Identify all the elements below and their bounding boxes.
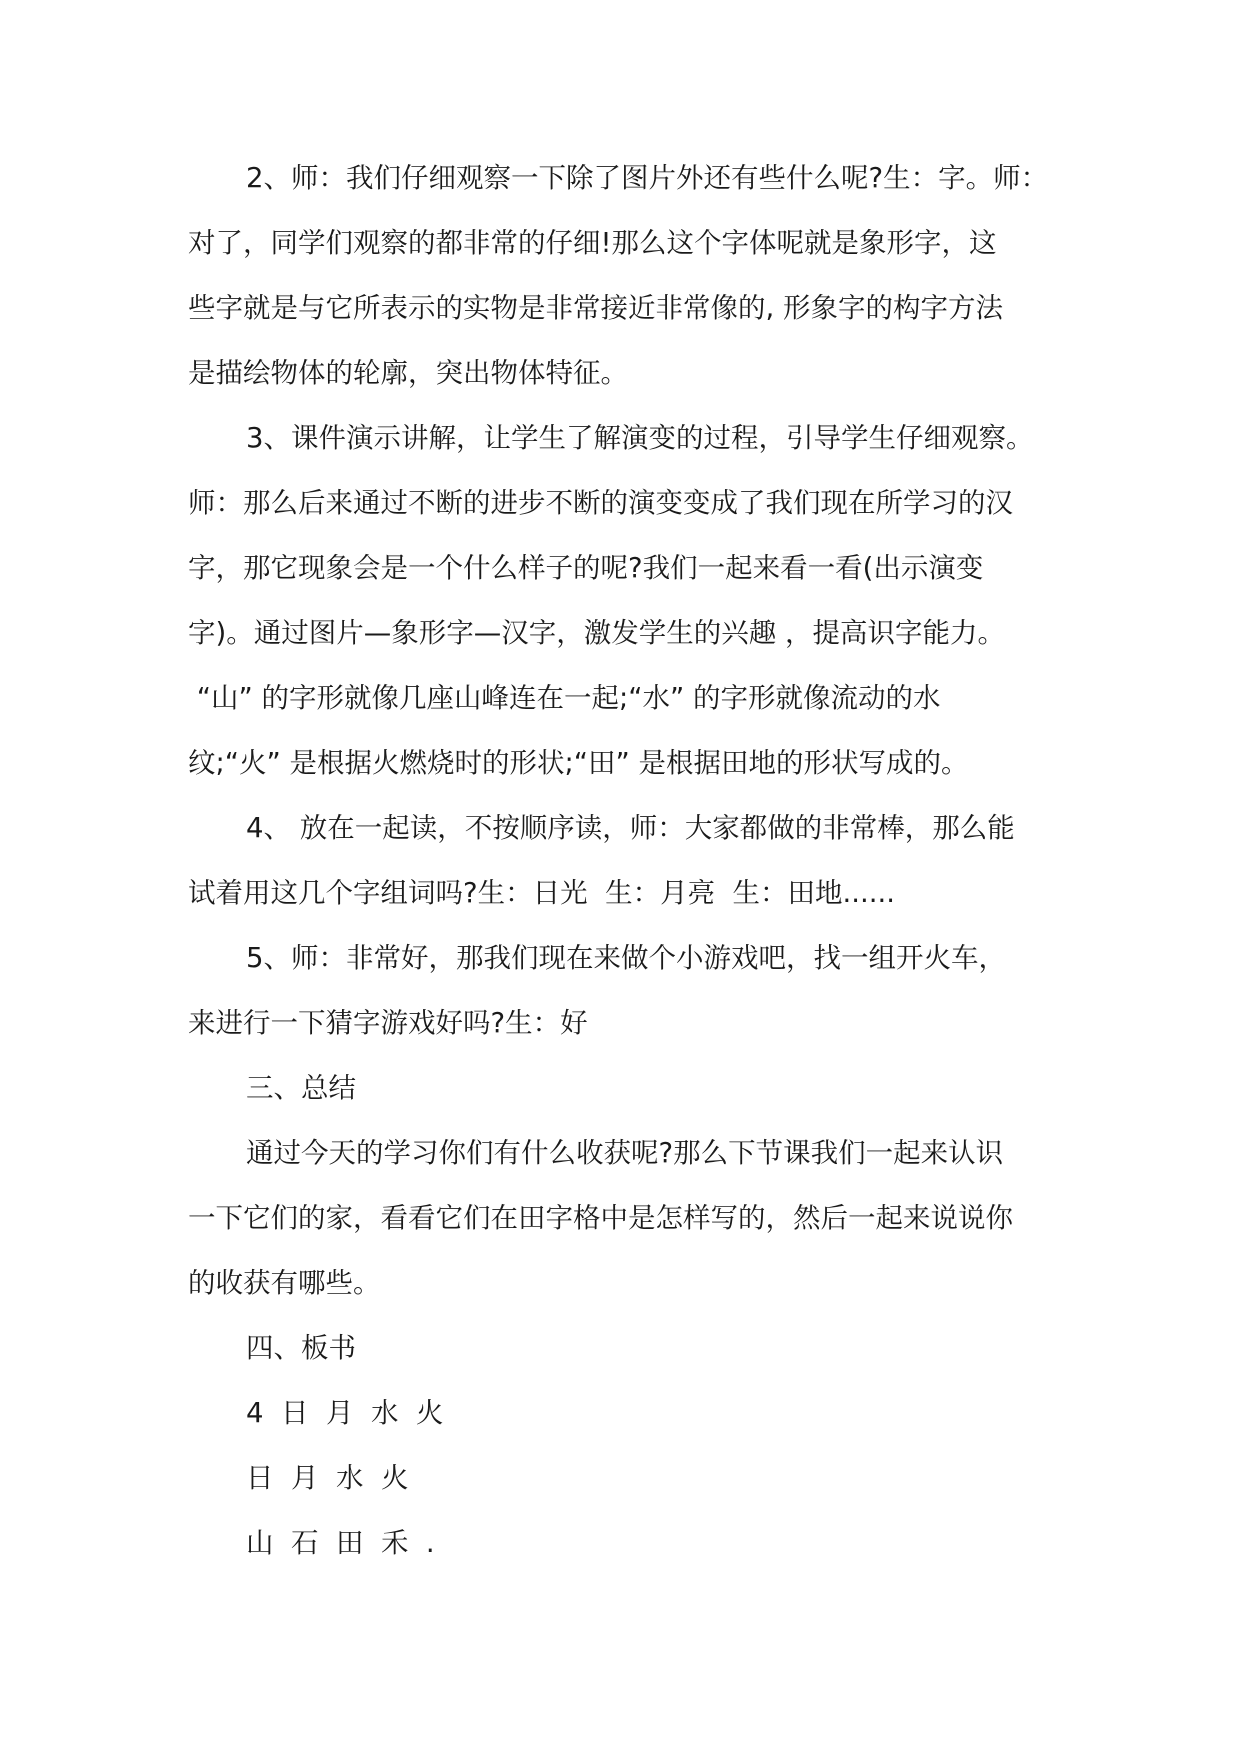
text-line: 5、师：非常好，那我们现在来做个小游戏吧，找一组开火车， [246, 942, 1006, 974]
text-line: 来进行一下猜字游戏好吗?生：好 [188, 1007, 588, 1039]
paragraph-step-3 [188, 406, 1088, 796]
blackboard-line-1 [188, 1381, 1088, 1446]
document-body [188, 146, 1088, 1576]
section-heading-blackboard [188, 1316, 1088, 1381]
paragraph-summary [188, 1121, 1088, 1316]
heading-text: 三、总结 [246, 1072, 356, 1104]
heading-text: 四、板书 [246, 1332, 356, 1364]
text-line: 纹;“火” 是根据火燃烧时的形状;“田” 是根据田地的形状写成的。 [188, 747, 969, 779]
text-line: 字，那它现象会是一个什么样子的呢?我们一起来看一看(出示演变 [188, 552, 984, 584]
text-line: 日 月 水 火 [246, 1462, 409, 1494]
text-line: 些字就是与它所表示的实物是非常接近非常像的, 形象字的构字方法 [188, 292, 1003, 324]
text-line: 4、 放在一起读，不按顺序读，师：大家都做的非常棒，那么能 [246, 812, 1015, 844]
section-heading-summary [188, 1056, 1088, 1121]
blackboard-line-2 [188, 1446, 1088, 1511]
paragraph-step-5 [188, 926, 1088, 1056]
paragraph-step-2 [188, 146, 1088, 406]
text-line: 字)。通过图片—象形字—汉字，激发学生的兴趣 ，提高识字能力。 [188, 617, 1005, 649]
text-line: 对了，同学们观察的都非常的仔细!那么这个字体呢就是象形字，这 [188, 227, 997, 259]
blackboard-line-3 [188, 1511, 1088, 1576]
text-line: 是描绘物体的轮廓，突出物体特征。 [188, 357, 628, 389]
text-line: 试着用这几个字组词吗?生：日光 生：月亮 生：田地...... [188, 877, 896, 909]
text-line: 师：那么后来通过不断的进步不断的演变变成了我们现在所学习的汉 [188, 487, 1013, 519]
text-line: 2、师：我们仔细观察一下除了图片外还有些什么呢?生：字。师： [246, 162, 1049, 194]
text-line: 的收获有哪些。 [188, 1267, 381, 1299]
paragraph-step-4 [188, 796, 1088, 926]
text-line: 一下它们的家，看看它们在田字格中是怎样写的，然后一起来说说你 [188, 1202, 1013, 1234]
text-line: 4 日 月 水 火 [246, 1397, 444, 1429]
text-line: 通过今天的学习你们有什么收获呢?那么下节课我们一起来认识 [246, 1137, 1004, 1169]
text-line: 3、课件演示讲解，让学生了解演变的过程，引导学生仔细观察。 [246, 422, 1034, 454]
text-line: “山” 的字形就像几座山峰连在一起;“水” 的字形就像流动的水 [188, 682, 941, 714]
text-line: 山 石 田 禾 . [246, 1527, 435, 1559]
